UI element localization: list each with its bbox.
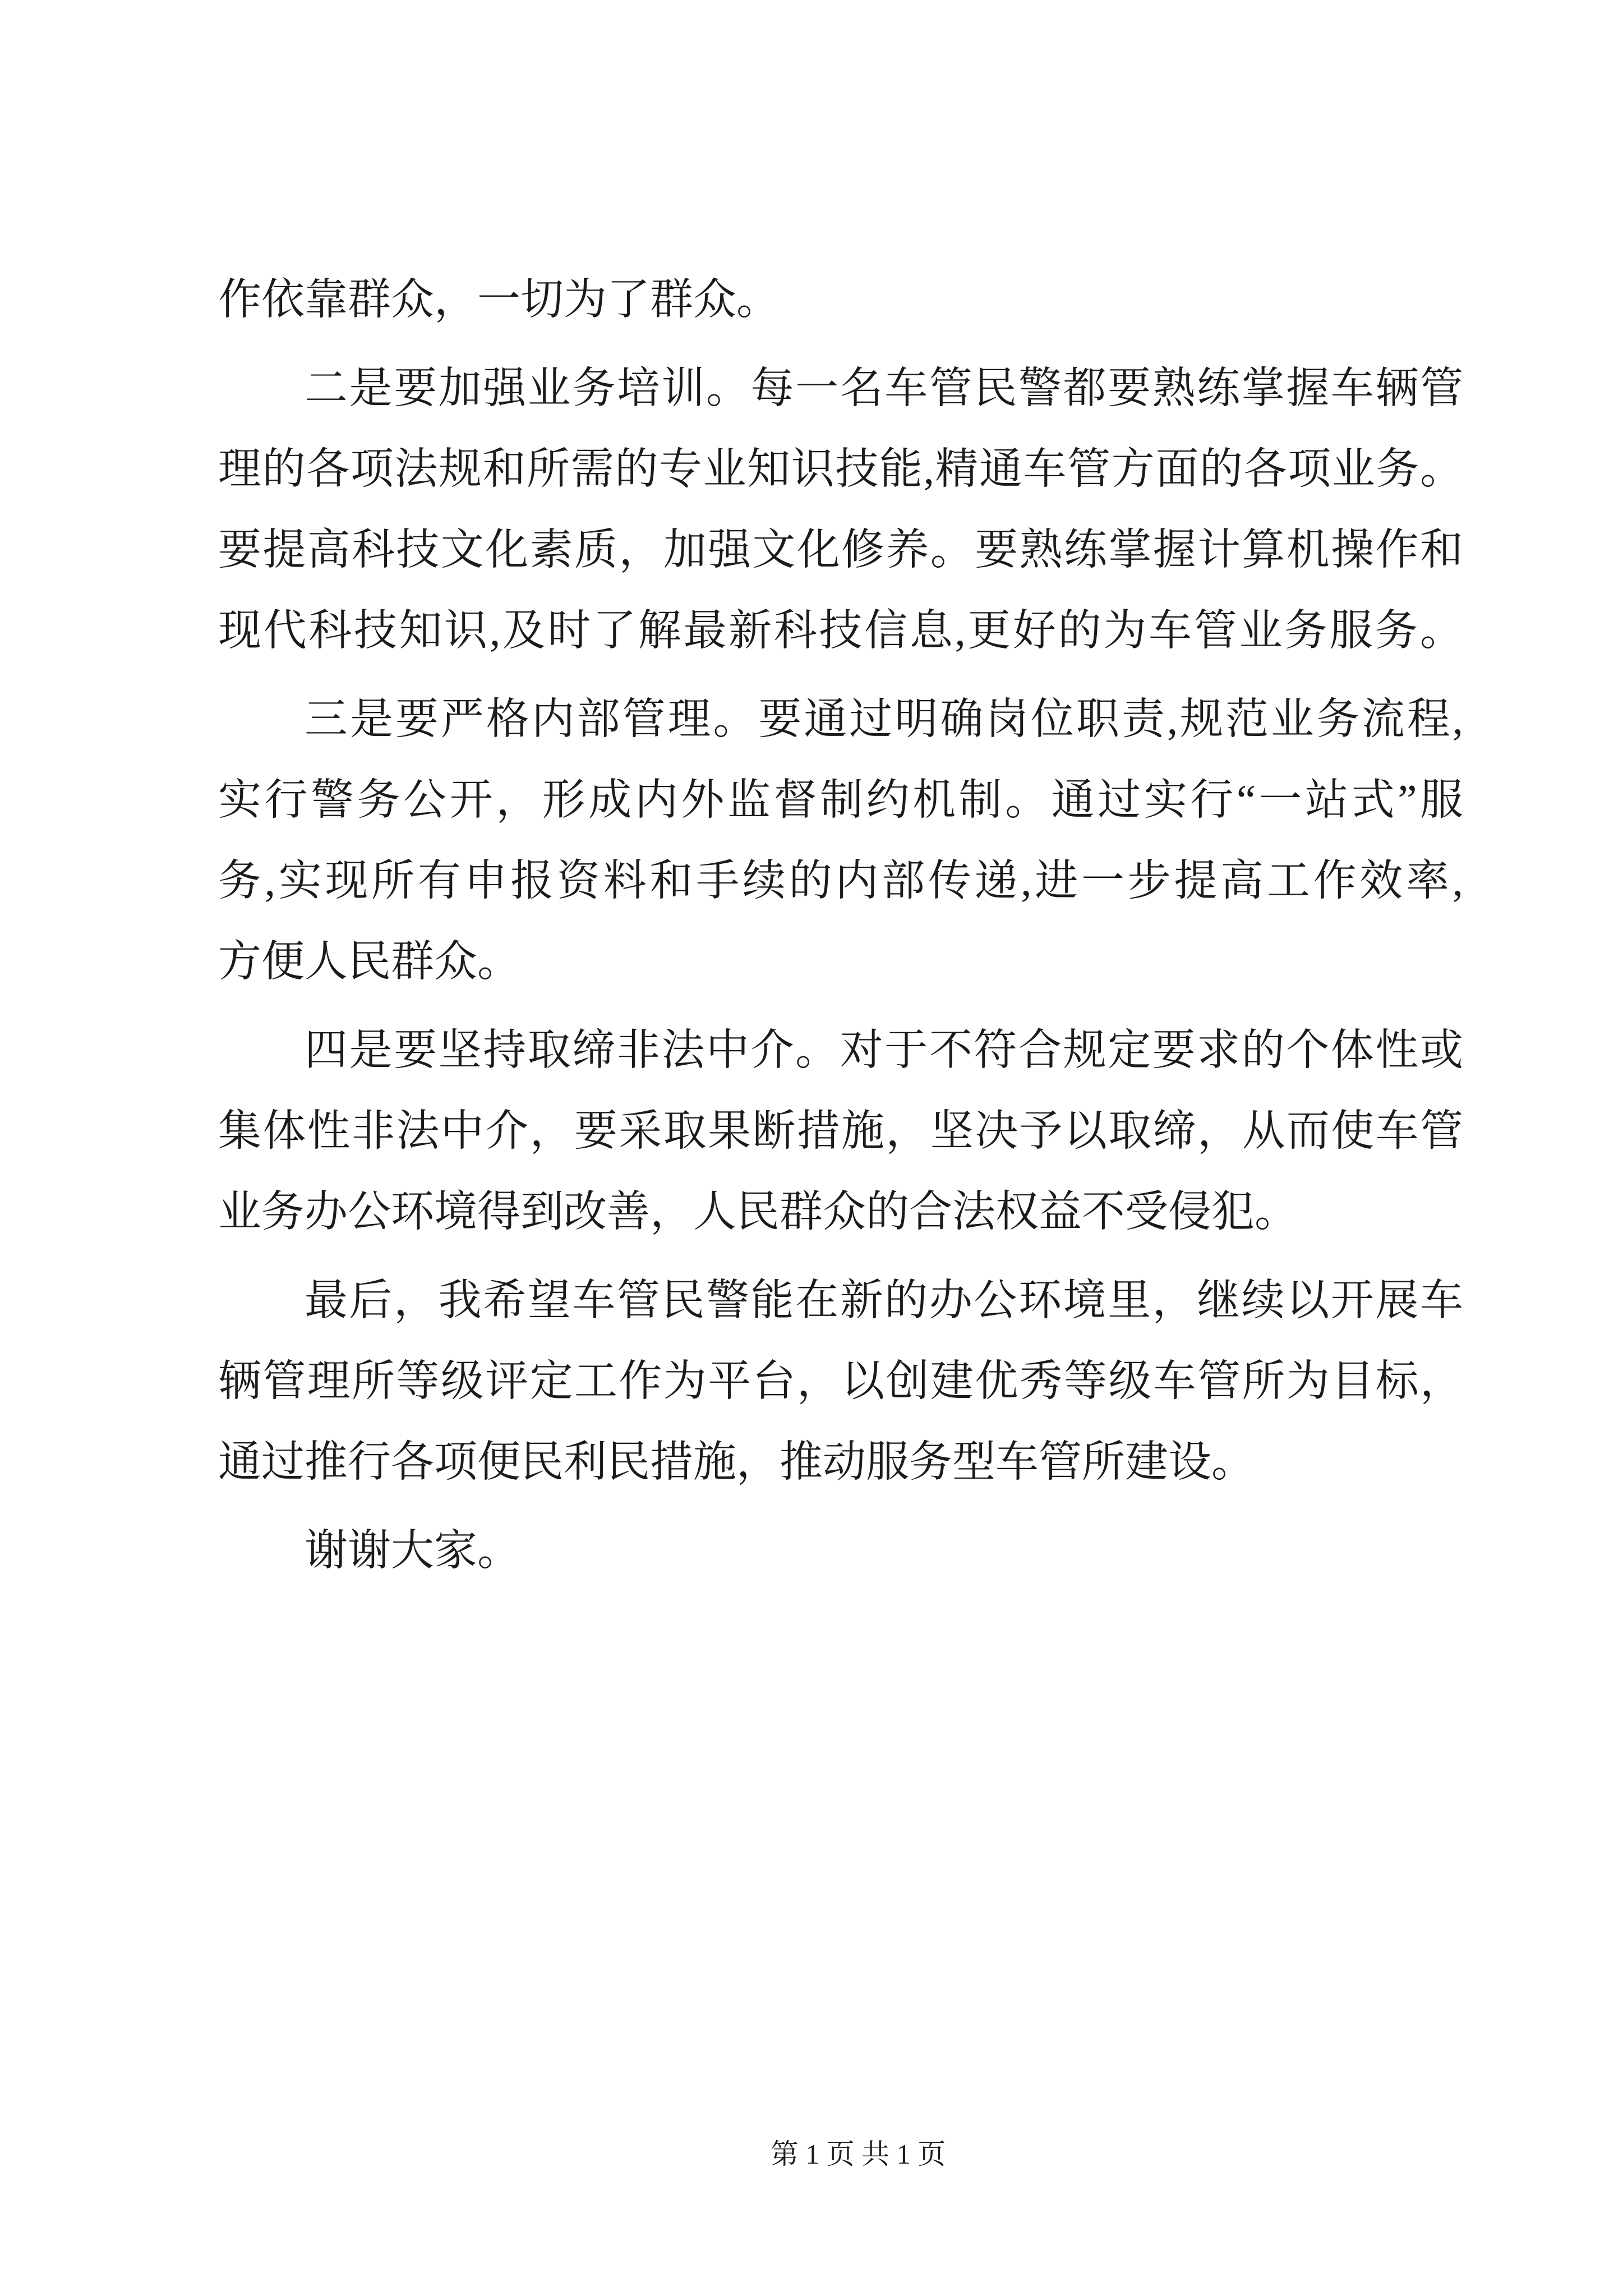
paragraph xyxy=(218,1010,1463,1252)
text-line: 二是要加强业务培训。每一名车管民警都要熟练掌握车辆管 xyxy=(305,364,1463,412)
text-line: 集体性非法中介，要采取果断措施，坚决予以取缔，从而使车管 xyxy=(218,1107,1463,1155)
document-body xyxy=(218,259,1463,1591)
paragraph xyxy=(218,259,1463,340)
text-line: 谢谢大家。 xyxy=(305,1526,520,1575)
text-line: 作依靠群众，一切为了群众。 xyxy=(218,275,780,324)
text-line: 四是要坚持取缔非法中介。对于不符合规定要求的个体性或 xyxy=(305,1026,1463,1074)
text-line: 最后，我希望车管民警能在新的办公环境里，继续以开展车 xyxy=(305,1276,1463,1324)
text-line: 要提高科技文化素质，加强文化修养。要熟练掌握计算机操作和 xyxy=(218,526,1463,574)
text-line: 方便人民群众。 xyxy=(218,937,520,986)
text-line: 实行警务公开，形成内外监督制约机制。通过实行“一站式”服 xyxy=(218,776,1463,824)
text-line: 三是要严格内部管理。要通过明确岗位职责,规范业务流程, xyxy=(305,695,1463,743)
paragraph xyxy=(218,1260,1463,1502)
text-line: 通过推行各项便民利民措施，推动服务型车管所建设。 xyxy=(218,1438,1255,1486)
text-line: 务,实现所有申报资料和手续的内部传递,进一步提高工作效率, xyxy=(218,857,1463,905)
paragraph xyxy=(218,679,1463,1002)
text-line: 业务办公环境得到改善，人民群众的合法权益不受侵犯。 xyxy=(218,1188,1298,1236)
text-line: 现代科技知识,及时了解最新科技信息,更好的为车管业务服务。 xyxy=(218,606,1463,655)
text-line: 理的各项法规和所需的专业知识技能,精通车管方面的各项业务。 xyxy=(218,445,1463,493)
paragraph xyxy=(218,1510,1463,1591)
paragraph xyxy=(218,348,1463,671)
page-footer-number: 第 1 页 共 1 页 xyxy=(770,2138,946,2170)
text-line: 辆管理所等级评定工作为平台，以创建优秀等级车管所为目标， xyxy=(218,1357,1463,1405)
